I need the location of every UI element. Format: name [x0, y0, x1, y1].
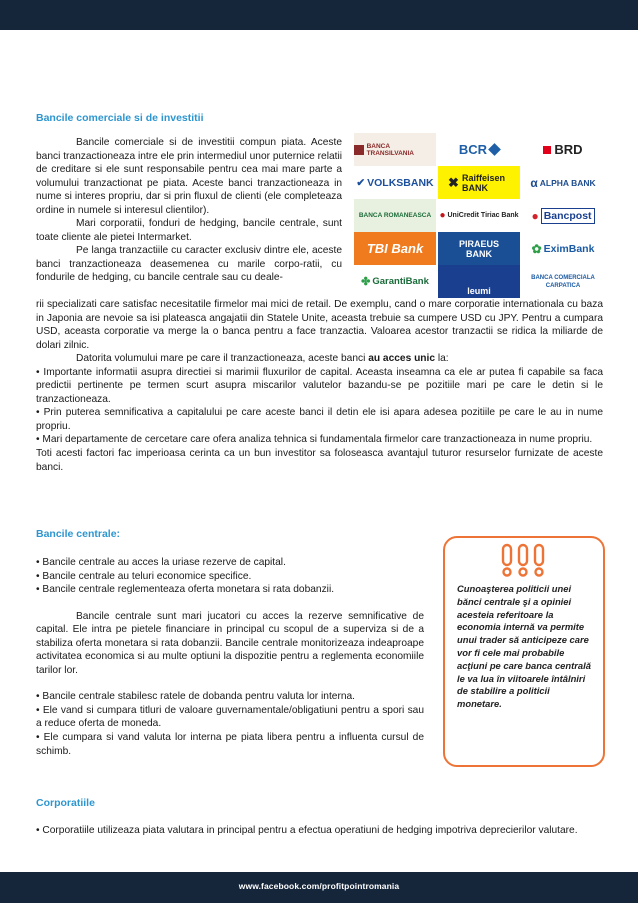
logo-banca-romaneasca: BANCA ROMANEASCA: [354, 199, 436, 232]
bullet-hedging: • Corporatiile utilizeaza piata valutara in principal pentru a efectua operatiuni de hedging impotriva deprecierilor valutare.: [36, 825, 578, 836]
paragraph-5: Toti acesti factori fac imperioasa cerinta ca un bun investitor sa foloseasca avantajul tuturor resurselor furnizate de aceste banci.: [36, 448, 603, 473]
logo-bcr: BCR: [438, 133, 520, 166]
bank-logos-grid: [354, 133, 603, 298]
commercial-banks-intro: [36, 136, 342, 285]
bullet-fx: • Ele cumpara si vand valuta lor interna pe piata libera pentru a influenta cursul de schimb.: [36, 732, 424, 757]
logo-tbi-bank: TBI Bank: [354, 232, 436, 265]
bullet-reserves: • Bancile centrale au acces la uriase rezerve de capital.: [36, 557, 286, 568]
bullet-regulation: • Bancile centrale reglementeaza oferta monetara si rata dobanzii.: [36, 584, 335, 596]
commercial-banks-body: [36, 298, 603, 474]
bullet-research: • Mari departamente de cercetare care ofera analiza tehnica si fundamentala firmelor care tranzactioneaza in nume propriu.: [36, 434, 593, 446]
footer-facebook-link[interactable]: www.facebook.com/profitpointromania: [238, 881, 400, 891]
logo-carpatica: BANCA COMERCIALA CARPATICA: [531, 274, 595, 289]
logo-banca-transilvania: BANCA TRANSILVANIA: [354, 133, 436, 166]
paragraph-4: Datorita volumului mare pe care il tranzactioneaza, aceste banci au acces unic la:: [76, 353, 449, 365]
logo-volksbank: ✔ VOLKSBANK: [356, 176, 434, 189]
logo-bancpost: ● Bancpost: [522, 199, 604, 232]
logo-garantibank: ✤ GarantiBank: [361, 276, 429, 288]
bullet-capital-flows: • Importante informatii asupra directiei si marimii fluxurilor de capital. Aceasta inseamna ca ele ar putea fi capabile sa faca predictii pertinente pe termen scurt asupra miscarilor valutelor bazandu-se pe pozitiile mari pe care le detin si le tranzactioneaza.: [36, 366, 603, 405]
bullet-interest-rates: • Bancile centrale stabilesc ratele de dobanda pentru valuta lor interna.: [36, 691, 356, 703]
heading-central-banks: Bancile centrale:: [36, 528, 121, 540]
bullet-capital-power: • Prin puterea semnificativa a capitalului pe care aceste banci il detin ele isi apara adesea pozitiile pe care le au in nume propriu.: [36, 407, 603, 432]
logo-leumi: leumi: [438, 265, 520, 298]
callout-text: Cunoaşterea politicii unei bănci centrale şi a opiniei acesteia referitoare la economia internă va permite unui trader să anticipeze care vor fi cele mai probabile acţiuni pe care banca centrală le va lua în viitoarele întâlniri de stabilire a politicii monetare.: [457, 583, 591, 710]
paragraph-3: Pe langa tranzactiile cu caracter exclusiv dintre ele, aceste banci tranzactioneaza deasemenea cu marile corpo-ratii, cu fondurile de hedging, cu bancile centrale sau cu deale-: [36, 245, 342, 284]
logo-raiffeisen: ✖ Raiffeisen BANK: [438, 166, 520, 199]
alert-icon: [499, 543, 547, 579]
paragraph-1: Bancile comerciale si de investitii compun piata. Aceste banci tranzactioneaza intre ele prin intermediul unor puternice relatii de creditare si ele sunt responsabile pentru cea mai mare parte a volumului tranzactionat pe piata. Aceste banci tranzactioneaza in nume si interes propriu, dar si prin fluxul de clienti (ele completeaza ordine in numele si interesul clientilor).: [36, 137, 342, 216]
heading-commercial-banks: Bancile comerciale si de investitii: [36, 112, 204, 124]
logo-eximbank: ✿ EximBank: [531, 241, 595, 256]
top-bar: [0, 0, 638, 30]
bullet-goals: • Bancile centrale au teluri economice specifice.: [36, 570, 252, 582]
logo-brd: BRD: [522, 133, 604, 166]
logo-unicredit: ● UniCredit Tiriac Bank: [439, 210, 519, 221]
logo-piraeus-bank: PIRAEUS BANK: [438, 232, 520, 265]
paragraph-3-continued: rii specializati care satisfac necesitatile firmelor mai mici de retail. De exemplu, cand o mare corporatie internationala cu baza in Japonia are nevoie sa isi plateasca angajatii din Statele Unite, aceasta trebuie sa cumpere USD cu JPY. Pentru a cumpara USD, aceasta corporatie va merge la o banca pentru a face tranzactia. Valoarea acestor tranzactii se ridica la miliarde de dolari zilnic.: [36, 299, 603, 351]
heading-corporations: Corporatiile: [36, 797, 95, 809]
logo-alpha-bank: α ALPHA BANK: [530, 175, 596, 190]
bullet-bonds: • Ele vand si cumpara titluri de valoare guvernamentale/obligatiuni pentru a spori sau a reduce oferta de moneda.: [36, 704, 424, 730]
central-banks-paragraph: Bancile centrale sunt mari jucatori cu acces la rezerve semnificative de capital. Ele intra pe pietele financiare in principal cu scopul de a superviza si de a stabiliza oferta monetara si rata dobanzii. Bancile centrale monitorizeaza indeaproape activitatea economica si au multe optiuni la dispozitie pentru a reglementa economiile tarilor lor.: [36, 610, 424, 676]
corporations-body: [36, 824, 603, 838]
emphasis-unique-access: au acces unic: [368, 353, 436, 365]
paragraph-2: Mari corporatii, fonduri de hedging, bancile centrale, sunt toate cliente ale pietei Intermarket.: [36, 218, 342, 243]
central-banks-body: [36, 556, 424, 758]
